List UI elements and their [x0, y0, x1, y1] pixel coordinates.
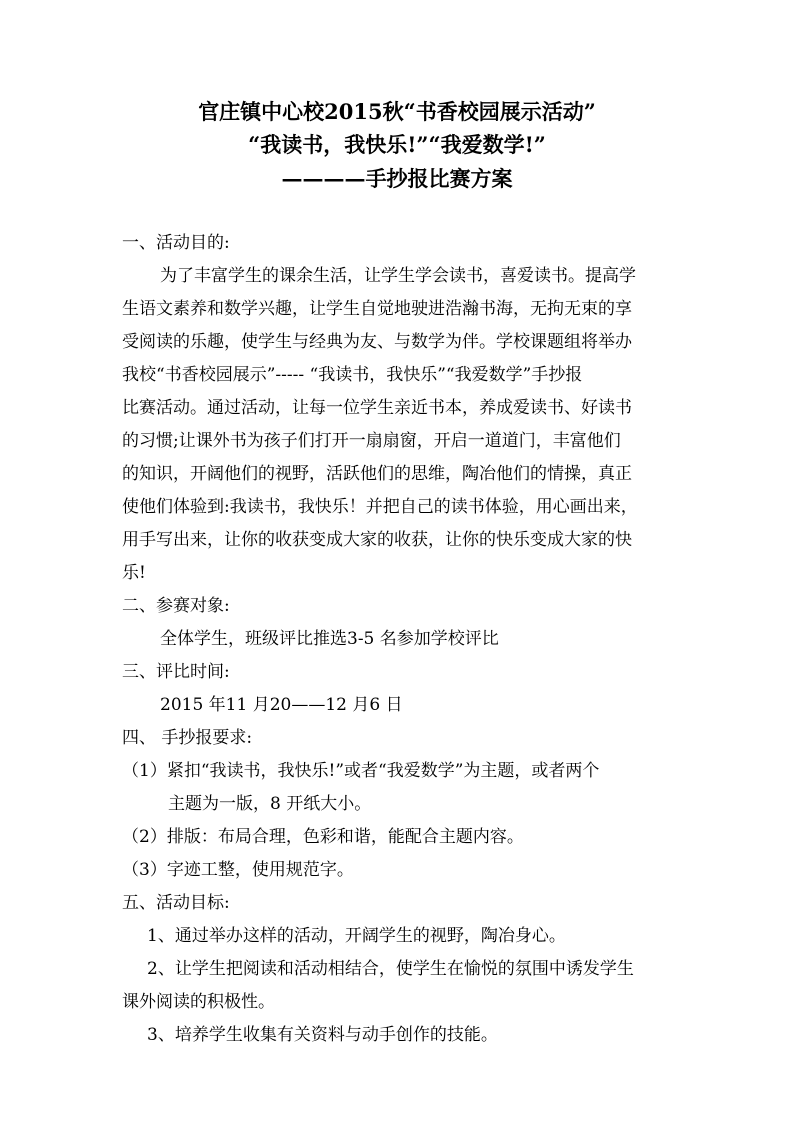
section-1-line: 受阅读的乐趣，使学生与经典为友、与数学为伴。学校课题组将举办	[122, 332, 632, 352]
section-5-item: 1、通过举办这样的活动，开阔学生的视野，陶冶身心。	[147, 926, 566, 946]
section-1-line: 比赛活动。通过活动，让每一位学生亲近书本，养成爱读书、好读书	[122, 398, 632, 418]
title-dashes: ————	[281, 166, 366, 191]
section-4-item: （2）排版：布局合理，色彩和谐，能配合主题内容。	[122, 827, 524, 847]
section-1-line: 我校“书香校园展示”----- “我读书，我快乐”“我爱数学”手抄报	[122, 365, 583, 385]
section-1-line: 用手写出来，让你的收获变成大家的收获，让你的快乐变成大家的快	[122, 530, 632, 550]
section-1-line: 使他们体验到:我读书，我快乐！并把自己的读书体验，用心画出来，	[122, 497, 638, 517]
section-1-line: 生语文素养和数学兴趣，让学生自觉地驶进浩瀚书海，无拘无束的享	[122, 299, 632, 319]
section-4-item: （3）字迹工整，使用规范字。	[122, 860, 354, 880]
section-5-heading: 五、活动目标:	[122, 893, 230, 913]
section-1-heading: 一、活动目的:	[122, 233, 230, 253]
document-title-line-1: 官庄镇中心校2015秋“书香校园展示活动”	[198, 99, 596, 124]
section-1-line: 为了丰富学生的课余生活，让学生学会读书，喜爱读书。提高学	[160, 266, 636, 286]
section-1-line: 的知识，开阔他们的视野，活跃他们的思维，陶冶他们的情操，真正	[122, 464, 632, 484]
document-title-line-3	[0, 165, 794, 193]
section-4-item: 主题为一版，8 开纸大小。	[168, 794, 372, 814]
section-3-heading: 三、评比时间:	[122, 662, 230, 682]
section-5-item: 3、培养学生收集有关资料与动手创作的技能。	[147, 1025, 498, 1045]
section-2-heading: 二、参赛对象:	[122, 596, 230, 616]
title-subtitle: 手抄报比赛方案	[365, 166, 513, 191]
section-1-line: 的习惯;让课外书为孩子们打开一扇扇窗，开启一道道门，丰富他们	[122, 431, 621, 451]
section-1-line: 乐!	[122, 563, 146, 583]
section-3-line: 2015 年11 月20——12 月6 日	[160, 695, 403, 715]
section-5-item: 2、让学生把阅读和活动相结合，使学生在愉悦的氛围中诱发学生	[147, 959, 634, 979]
document-title-line-2: “我读书，我快乐!”“我爱数学!”	[248, 132, 546, 157]
section-2-line: 全体学生，班级评比推选3-5 名参加学校评比	[160, 629, 499, 649]
section-4-heading: 四、 手抄报要求:	[122, 728, 253, 748]
section-5-item: 课外阅读的积极性。	[122, 992, 275, 1012]
section-4-item: （1）紧扣“我读书，我快乐!”或者“我爱数学”为主题，或者两个	[122, 761, 600, 781]
